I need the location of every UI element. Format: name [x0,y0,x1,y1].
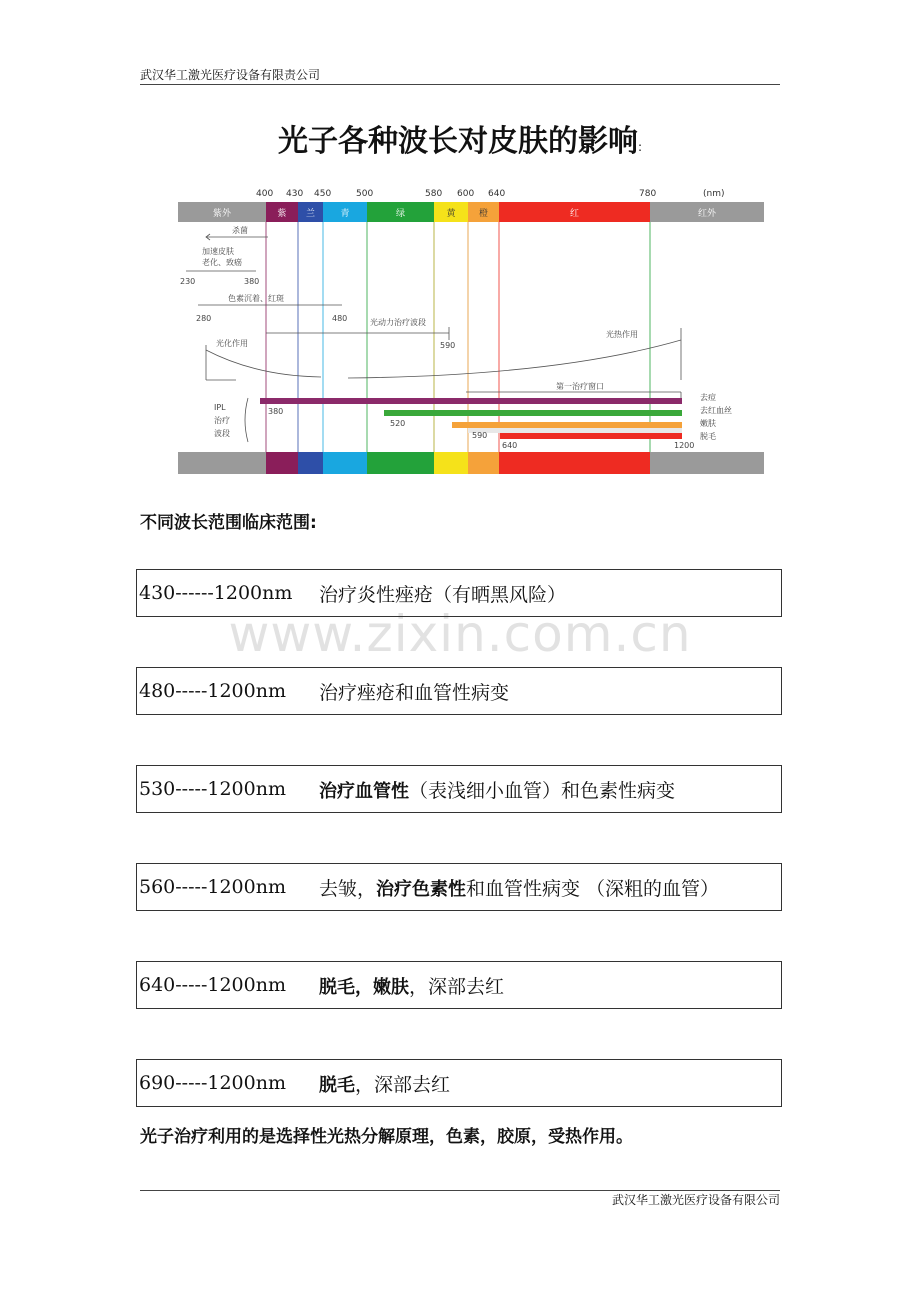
unit-label: (nm) [703,189,725,199]
ipl-bar-acne [260,398,682,404]
range-description-bold: 脱毛 [319,1074,355,1096]
header-company: 武汉华工激光医疗设备有限责公司 [140,68,321,82]
range-description [319,1070,450,1097]
spectrum-band-segment [298,452,323,474]
annotation-aging-1: 加速皮肤 [202,247,234,256]
range-value: 640-----1200nm [139,974,286,996]
spectrum-band-segment [266,452,298,474]
annotation-aging-2: 老化、致癌 [202,258,242,267]
range-value: 480-----1200nm [139,680,286,702]
annotation-pigment-low: 280 [196,314,212,323]
ipl-bar-end: 1200 [674,441,695,450]
range-box [136,667,782,715]
range-description-text: 去皱， [319,877,377,900]
ipl-bar-label: 嫩肤 [700,419,716,428]
annotation-pigment: 色素沉着、红斑 [228,294,284,303]
tick-label: 500 [356,189,374,199]
range-value: 530-----1200nm [139,778,286,800]
range-description [319,580,566,607]
spectrum-band-segment [323,452,367,474]
spectrum-band-segment [178,452,266,474]
tick-label: 450 [314,189,332,199]
spectrum-band-segment [434,452,468,474]
page-header [140,68,780,85]
tick-label: 600 [457,189,475,199]
range-description-bold: 治疗色素性 [376,878,467,900]
spectrum-band-bottom [178,452,764,474]
range-value: 690-----1200nm [139,1072,286,1094]
annotation-pigment-high: 480 [332,314,348,323]
spectrum-band-label: 兰 [305,209,316,219]
spectrum-band-label: 青 [340,209,350,219]
spectrum-band-segment [367,452,434,474]
ipl-bar-label: 去痘 [700,393,716,402]
spectrum-band-segment [650,452,764,474]
spectrum-band-label: 紫 [277,209,287,219]
spectrum-band-label: 紫外 [212,209,232,219]
page-title: 光子各种波长对皮肤的影响: [277,124,643,159]
ipl-label: 波段 [214,429,230,438]
annotation-photothermal: 光热作用 [606,330,638,339]
ipl-bar-start: 380 [268,407,284,416]
range-box [136,765,782,813]
ipl-bar-redness [384,410,682,416]
annotation-pdt-value: 590 [440,341,456,350]
page-footer [140,1190,780,1209]
tick-label: 640 [488,189,506,199]
range-description-text: 治疗炎性痤疮（有晒黑风险） [319,583,567,606]
range-description-text: 和血管性病变 （深粗的血管） [466,877,720,900]
spectrum-band-label: 红外 [697,209,717,219]
range-description [319,972,504,999]
spectrum-band-segment [468,452,499,474]
annotation-sterilize: 杀菌 [232,226,248,235]
range-description-bold: 治疗血管性 [319,780,409,802]
tick-label: 430 [286,189,304,199]
range-description-bold: 脱毛，嫩肤 [319,976,409,998]
range-description [319,678,509,705]
tick-label: 580 [425,189,443,199]
ipl-bar-590 [468,428,682,433]
section-heading: 不同波长范围临床范围: [140,513,317,533]
range-box [136,569,782,617]
spectrum-band-label: 红 [569,209,580,219]
watermark: www.zixin.com.cn [228,605,692,663]
spectrum-band-label: 黄 [446,209,456,219]
range-box [136,863,782,911]
annotation-pdt: 光动力治疗波段 [370,318,426,327]
ipl-bar-start: 640 [502,441,518,450]
ipl-label: 治疗 [214,416,230,425]
ipl-bar-start: 520 [390,419,406,428]
range-description [319,874,719,901]
range-description-text: （表浅细小血管）和色素性病变 [409,779,676,802]
conclusion-text: 光子治疗利用的是选择性光热分解原理，色素，胶原，受热作用。 [140,1127,633,1147]
annotation-aging-low: 230 [180,277,196,286]
spectrum-band-top [178,202,764,222]
spectrum-band-label: 绿 [395,209,406,219]
ipl-bar-start: 590 [472,431,488,440]
range-description-text: ，深部去红 [409,975,505,998]
range-description [319,776,675,803]
ipl-bar-label: 去红血丝 [700,406,732,415]
range-box [136,961,782,1009]
range-description-text: ，深部去红 [355,1073,451,1096]
spectrum-band-label: 橙 [478,209,489,219]
annotation-photochem: 光化作用 [216,339,248,348]
annotation-window: 第一治疗窗口 [556,382,604,391]
ipl-bar-rejuvenation [452,422,682,428]
range-value: 430------1200nm [139,582,293,604]
range-box [136,1059,782,1107]
ipl-bar-label: 脱毛 [700,432,716,441]
footer-company: 武汉华工激光医疗设备有限公司 [611,1193,780,1207]
spectrum-band-segment [499,452,650,474]
tick-label: 780 [639,189,657,199]
range-description-text: 治疗痤疮和血管性病变 [319,681,510,704]
ipl-bar-hair [500,433,682,439]
spectrum-chart [176,180,766,480]
range-value: 560-----1200nm [139,876,286,898]
tick-label: 400 [256,189,274,199]
ipl-label: IPL [214,403,226,412]
annotation-aging-high: 380 [244,277,260,286]
